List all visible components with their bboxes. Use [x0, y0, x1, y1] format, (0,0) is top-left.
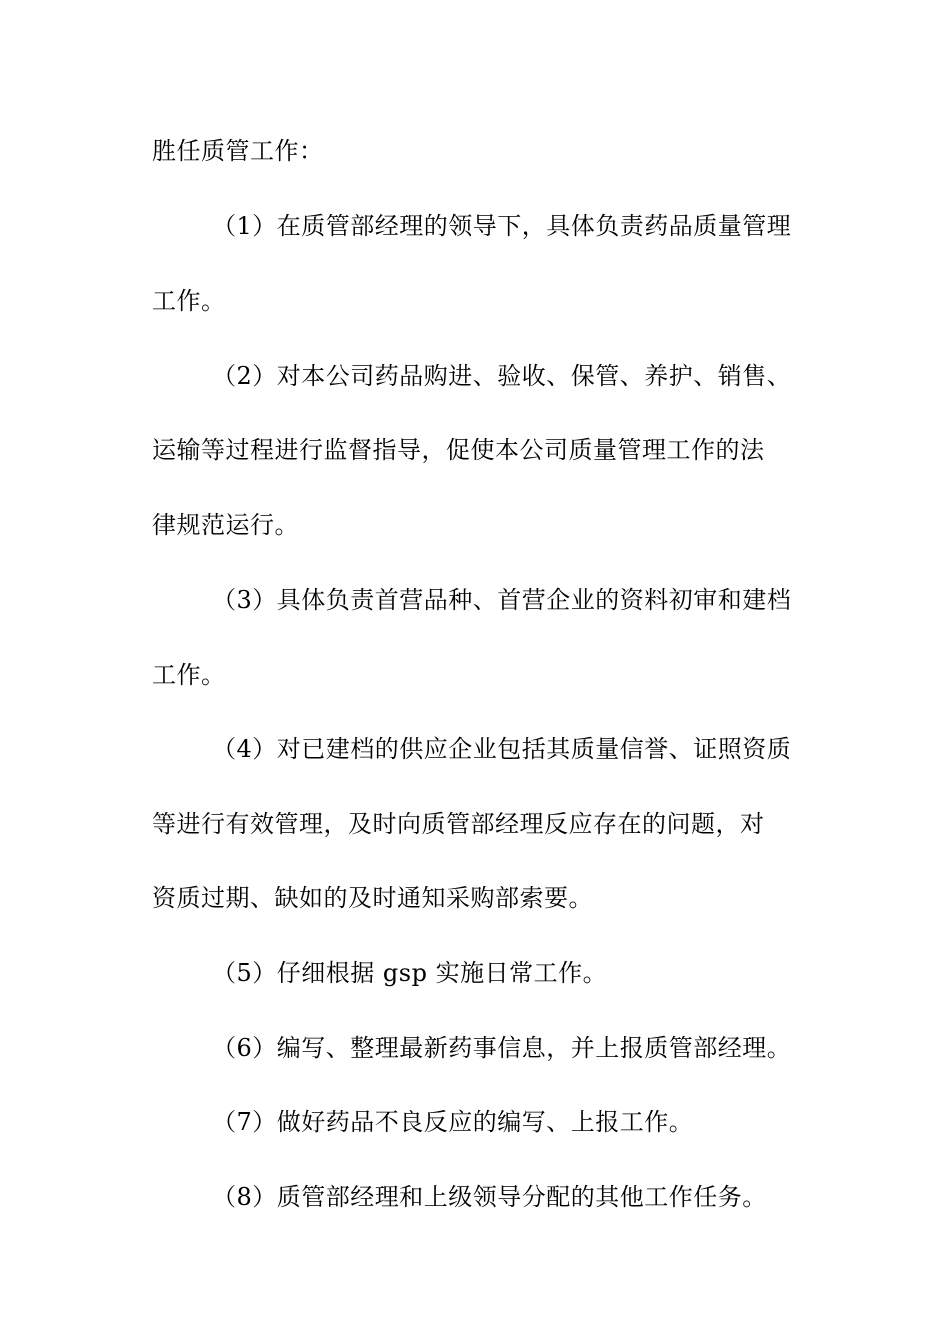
list-item-3-line-1: （3）具体负责首营品种、首营企业的资料初审和建档 [212, 586, 792, 614]
list-item-5: （5）仔细根据 gsp 实施日常工作。 [212, 959, 608, 987]
list-item-4-line-2: 等进行有效管理，及时向质管部经理反应存在的问题，对 [152, 810, 765, 838]
list-item-1-line-2: 工作。 [152, 287, 226, 315]
list-item-8: （8）质管部经理和上级领导分配的其他工作任务。 [212, 1183, 767, 1211]
list-item-2-line-2: 运输等过程进行监督指导，促使本公司质量管理工作的法 [152, 436, 765, 464]
list-item-1-line-1: （1）在质管部经理的领导下，具体负责药品质量管理 [212, 212, 792, 240]
list-item-4-line-1: （4）对已建档的供应企业包括其质量信誉、证照资质 [212, 735, 792, 763]
list-item-2-line-3: 律规范运行。 [152, 511, 299, 539]
list-item-4-line-3: 资质过期、缺如的及时通知采购部索要。 [152, 884, 593, 912]
list-item-3-line-2: 工作。 [152, 661, 226, 689]
list-item-2-line-1: （2）对本公司药品购进、验收、保管、养护、销售、 [212, 362, 792, 390]
list-item-6: （6）编写、整理最新药事信息，并上报质管部经理。 [212, 1034, 792, 1062]
text-line: 胜任质管工作： [152, 137, 324, 165]
list-item-7: （7）做好药品不良反应的编写、上报工作。 [212, 1108, 694, 1136]
